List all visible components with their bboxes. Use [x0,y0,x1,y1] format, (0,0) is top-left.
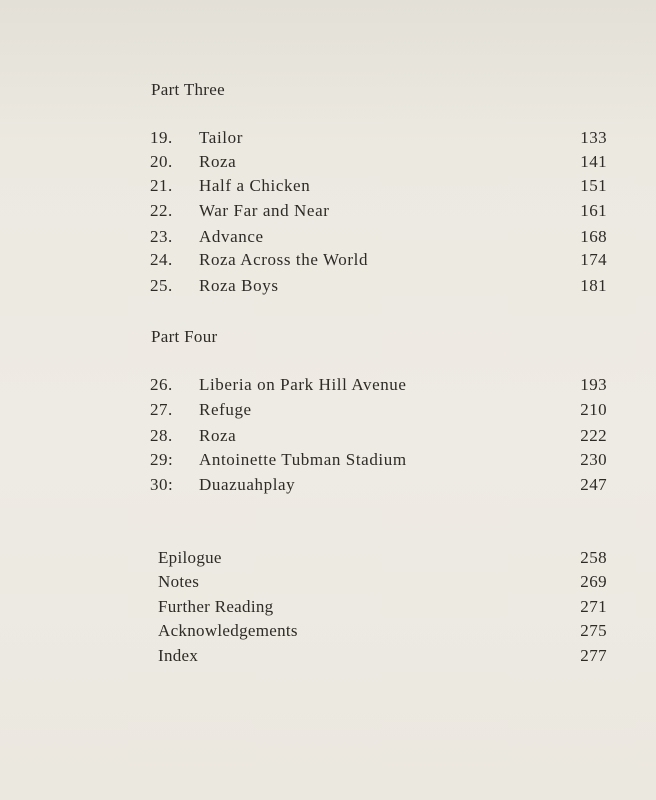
chapter-number: 23. [150,227,173,246]
chapter-number: 29: [150,450,174,469]
toc-entry [0,250,656,274]
chapter-number: 20. [150,152,173,171]
toc-entry [0,475,656,499]
page-number: 258 [580,548,607,567]
chapter-number: 30: [150,475,174,494]
page-number: 230 [580,450,607,469]
page-number: 275 [580,621,607,640]
chapter-number: 27. [150,400,173,419]
chapter-number: 26. [150,375,173,394]
toc-entry [0,227,656,251]
chapter-title: Advance [199,227,264,246]
toc-entry [0,450,656,474]
back-matter-entry [0,597,656,621]
page-number: 210 [580,400,607,419]
part-four-heading: Part Four [151,327,218,346]
page-number: 174 [580,250,607,269]
toc-entry [0,201,656,225]
chapter-number: 28. [150,426,173,445]
back-matter-title: Index [158,646,199,665]
page-number: 161 [580,201,607,220]
chapter-title: Duazuahplay [199,475,296,494]
chapter-title: Half a Chicken [199,176,311,195]
page-number: 277 [580,646,607,665]
toc-entry [0,400,656,424]
page-number: 151 [580,176,607,195]
chapter-title: Tailor [199,128,243,147]
page-number: 133 [580,128,607,147]
chapter-title: Antoinette Tubman Stadium [199,450,407,469]
page-number: 222 [580,426,607,445]
back-matter-entry [0,572,656,596]
page-number: 247 [580,475,607,494]
chapter-title: Refuge [199,400,252,419]
toc-entry [0,426,656,450]
page-number: 269 [580,572,607,591]
chapter-title: War Far and Near [199,201,330,220]
back-matter-entry [0,621,656,645]
chapter-title: Roza Boys [199,276,279,295]
page-number: 181 [580,276,607,295]
chapter-title: Roza [199,426,237,445]
toc-entry [0,375,656,399]
toc-entry [0,276,656,300]
page-number: 141 [580,152,607,171]
toc-entry [0,128,656,152]
chapter-number: 21. [150,176,173,195]
chapter-title: Liberia on Park Hill Avenue [199,375,407,394]
back-matter-title: Notes [158,572,200,591]
back-matter-title: Epilogue [158,548,222,567]
page-number: 168 [580,227,607,246]
page-number: 193 [580,375,607,394]
toc-entry [0,152,656,176]
part-three-heading: Part Three [151,80,225,99]
back-matter-title: Acknowledgements [158,621,298,640]
back-matter-entry [0,548,656,572]
chapter-title: Roza [199,152,237,171]
toc-entry [0,176,656,200]
chapter-number: 25. [150,276,173,295]
back-matter-entry [0,646,656,670]
chapter-number: 19. [150,128,173,147]
chapter-number: 22. [150,201,173,220]
page-number: 271 [580,597,607,616]
chapter-number: 24. [150,250,173,269]
back-matter-title: Further Reading [158,597,274,616]
chapter-title: Roza Across the World [199,250,369,269]
